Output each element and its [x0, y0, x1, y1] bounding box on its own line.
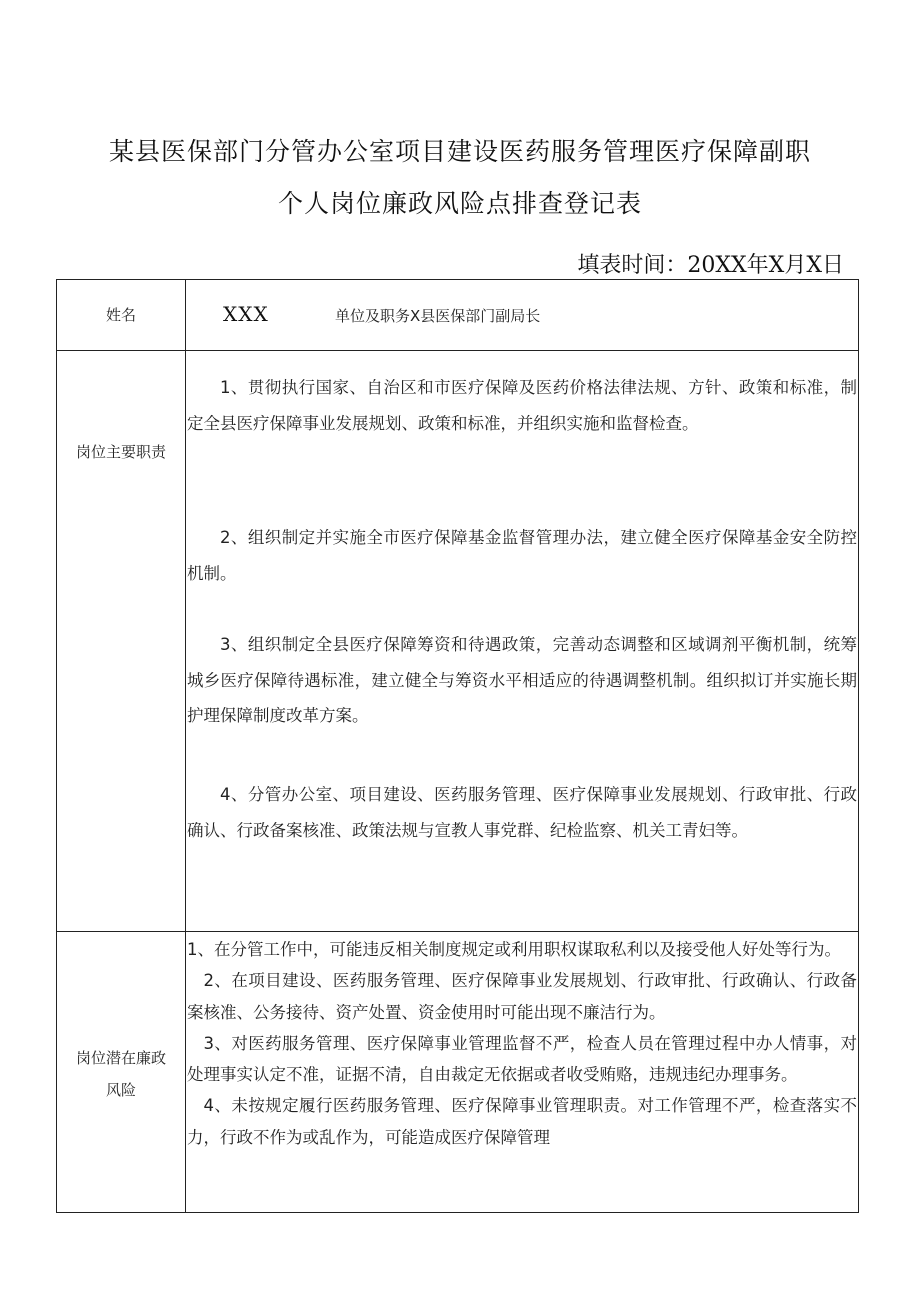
document-title-line1: 某县医保部门分管办公室项目建设医药服务管理医疗保障副职: [108, 137, 811, 166]
name-label: 姓名: [105, 306, 136, 324]
fill-time: 填表时间：20XX年X月X日: [577, 253, 844, 278]
row-divider-name: [57, 350, 858, 351]
risk-item: 1、在分管工作中，可能违反相关制度规定或利用职权谋取私利以及接受他人好处等行为。: [187, 940, 841, 959]
duties-label: 岗位主要职责: [75, 443, 166, 461]
duty-item: 3、组织制定全县医疗保障筹资和待遇政策，完善动态调整和区域调剂平衡机制，统筹城乡医疗保障待遇标准，建立健全与筹资水平相适应的待遇调整机制。组织拟订并实施长期护理保障制度改革方案。: [187, 635, 857, 725]
duty-item: 1、贯彻执行国家、自治区和市医疗保障及医药价格法律法规、方针、政策和标准，制定全县医疗保障事业发展规划、政策和标准，并组织实施和监督检查。: [187, 378, 857, 433]
risk-list: [187, 934, 857, 1212]
duty-item: 4、分管办公室、项目建设、医药服务管理、医疗保障事业发展规划、行政审批、行政确认、行政备案核准、政策法规与宣教人事党群、纪检监察、机关工青妇等。: [187, 785, 857, 840]
column-divider: [185, 280, 186, 1212]
risk-label-line1: 岗位潜在廉政: [75, 1049, 166, 1067]
unit-position: 单位及职务X县医保部门副局长: [335, 307, 541, 325]
document-title-line2: 个人岗位廉政风险点排查登记表: [277, 189, 642, 218]
row-divider-duties: [57, 931, 858, 932]
name-value: XXX: [223, 302, 269, 326]
risk-item: 3、对医药服务管理、医疗保障事业管理监督不严，检查人员在管理过程中办人情事，对处理事实认定不准，证据不清，自由裁定无依据或者收受贿赂，违规违纪办理事务。: [187, 1033, 857, 1085]
duty-item: 2、组织制定并实施全市医疗保障基金监督管理办法，建立健全医疗保障基金安全防控机制。: [187, 528, 857, 583]
risk-label-line2: 风险: [105, 1081, 136, 1099]
risk-item: 4、未按规定履行医药服务管理、医疗保障事业管理职责。对工作管理不严，检查落实不力，行政不作为或乱作为，可能造成医疗保障管理: [187, 1096, 857, 1147]
registration-table: [56, 279, 859, 1213]
risk-item: 2、在项目建设、医药服务管理、医疗保障事业发展规划、行政审批、行政确认、行政备案核准、公务接待、资产处置、资金使用时可能出现不廉洁行为。: [187, 971, 857, 1022]
